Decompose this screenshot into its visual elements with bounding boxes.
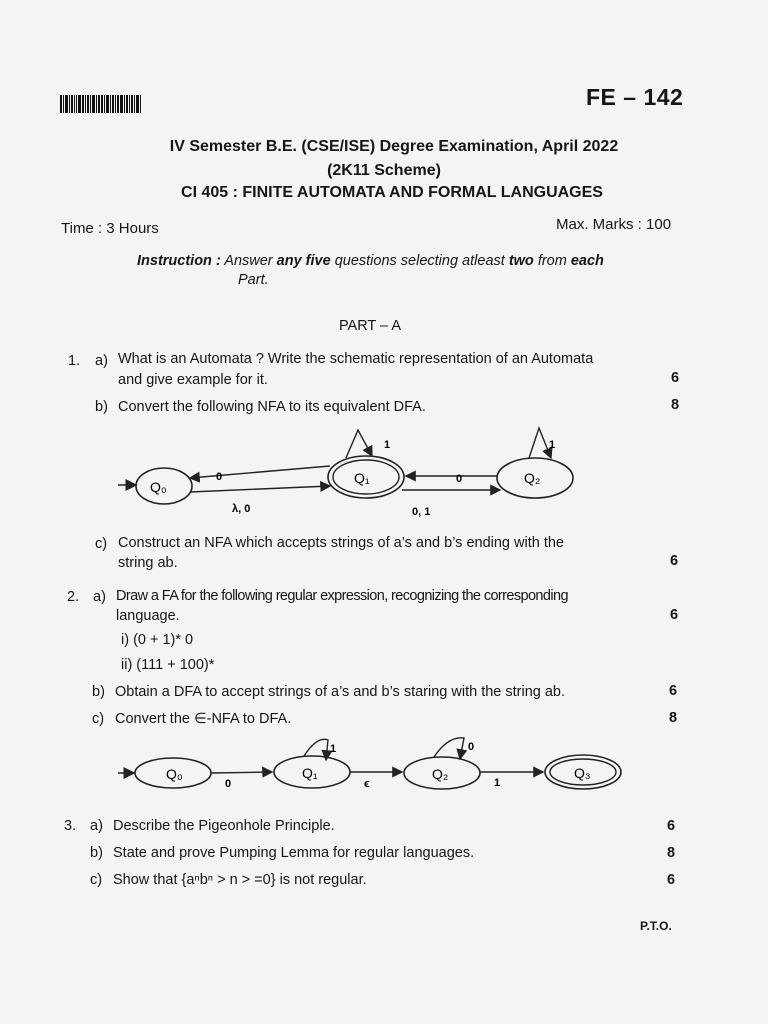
instruction [137, 252, 667, 271]
q2b-text: Obtain a DFA to accept strings of a’s and b’s staring with the string ab. [115, 684, 566, 700]
q2c-label: c) [92, 711, 105, 727]
state-q3-label: Q₃ [574, 765, 591, 781]
q1-loop-label: 1 [330, 743, 337, 755]
q2b-marks: 6 [669, 683, 678, 699]
state-q0-label: Q₀ [150, 479, 167, 495]
q2a-ii: ii) (111 + 100)* [121, 657, 215, 673]
edge-q1-q0 [190, 466, 330, 478]
q1a-text: What is an Automata ? Write the schematic representation of an Automata [118, 351, 594, 367]
state-q1-label: Q₁ [354, 470, 370, 486]
time-allowed: Time : 3 Hours [61, 220, 159, 237]
instruction-line2: Part. [238, 272, 269, 288]
q1-number: 1. [68, 353, 81, 369]
q3a-marks: 6 [667, 818, 676, 834]
edge-q0-q1-label: λ, 0 [232, 503, 251, 515]
q1a-label: a) [95, 353, 108, 369]
pto-note: P.T.O. [640, 919, 672, 933]
edge-q0-q1 [190, 486, 330, 492]
q1b-marks: 8 [671, 397, 680, 413]
q3-number: 3. [64, 818, 77, 834]
state-q2-label: Q₂ [432, 766, 449, 782]
paper-code: FE – 142 [586, 84, 684, 110]
exam-title: IV Semester B.E. (CSE/ISE) Degree Examination, April 2022 [169, 138, 619, 155]
q2c-marks: 8 [669, 710, 678, 726]
instruction-bold: any five [276, 253, 331, 269]
instruction-text: questions selecting atleast [334, 253, 505, 269]
instruction-bold: two [508, 253, 534, 269]
q3c-label: c) [90, 872, 103, 888]
edge-q2-q1-label: 0 [456, 473, 463, 485]
edge-q2-q3-label: 1 [494, 777, 501, 789]
q1a-text-2: and give example for it. [118, 372, 268, 388]
q3b-label: b) [90, 845, 103, 861]
q1c-text-2: string ab. [118, 555, 178, 571]
q2b-label: b) [92, 684, 105, 700]
part-heading: PART – A [338, 318, 402, 334]
instruction-text: from [537, 253, 567, 269]
q2a-marks: 6 [670, 607, 679, 623]
instruction-label: Instruction : [137, 253, 221, 269]
edge-q0-q1 [211, 772, 272, 773]
nfa-diagram [110, 420, 590, 525]
q1-loop-label: 1 [384, 439, 391, 451]
state-q2-label: Q₂ [524, 470, 541, 486]
max-marks: Max. Marks : 100 [556, 216, 672, 233]
edge-q1-q2-label: ϵ [364, 778, 370, 790]
q1a-marks: 6 [671, 370, 680, 386]
q3a-label: a) [90, 818, 103, 834]
q3c-marks: 6 [667, 872, 676, 888]
instruction-text: Answer [224, 253, 273, 269]
q3b-text: State and prove Pumping Lemma for regular languages. [113, 845, 475, 861]
enfa-diagram [112, 732, 632, 797]
edge-q1-q0-label: 0 [216, 471, 223, 483]
instruction-bold: each [570, 253, 604, 269]
q3b-marks: 8 [667, 845, 676, 861]
q1c-marks: 6 [670, 553, 679, 569]
q1c-label: c) [95, 536, 108, 552]
q1-self-loop [346, 430, 372, 458]
state-q1-label: Q₁ [302, 765, 318, 781]
edge-q1-q2-label: 0, 1 [412, 506, 431, 518]
course-title: CI 405 : FINITE AUTOMATA AND FORMAL LANGUAGES [181, 184, 603, 201]
edge-q0-q1-label: 0 [225, 778, 232, 790]
q3c-text: Show that {aⁿbⁿ > n > =0} is not regular. [113, 872, 367, 888]
q2c-text: Convert the ∈-NFA to DFA. [115, 711, 292, 727]
q2-self-loop [529, 428, 551, 458]
q1b-label: b) [95, 399, 108, 415]
state-q0-label: Q₀ [166, 766, 183, 782]
q2-loop-label: 1 [549, 439, 556, 451]
q2-self-loop [434, 738, 464, 759]
q2a-i: i) (0 + 1)* 0 [121, 632, 194, 648]
q3a-text: Describe the Pigeonhole Principle. [113, 818, 335, 834]
q2a-text-2: language. [116, 608, 180, 624]
barcode [60, 95, 160, 113]
scheme: (2K11 Scheme) [327, 162, 441, 179]
q1b-text: Convert the following NFA to its equivalent DFA. [118, 399, 426, 415]
q2-number: 2. [67, 589, 80, 605]
q2-loop-label: 0 [468, 741, 475, 753]
q1c-text: Construct an NFA which accepts strings of a’s and b’s ending with the [118, 535, 564, 551]
q2a-text: Draw a FA for the following regular expression, recognizing the corresponding [116, 588, 568, 604]
q2a-label: a) [93, 589, 106, 605]
